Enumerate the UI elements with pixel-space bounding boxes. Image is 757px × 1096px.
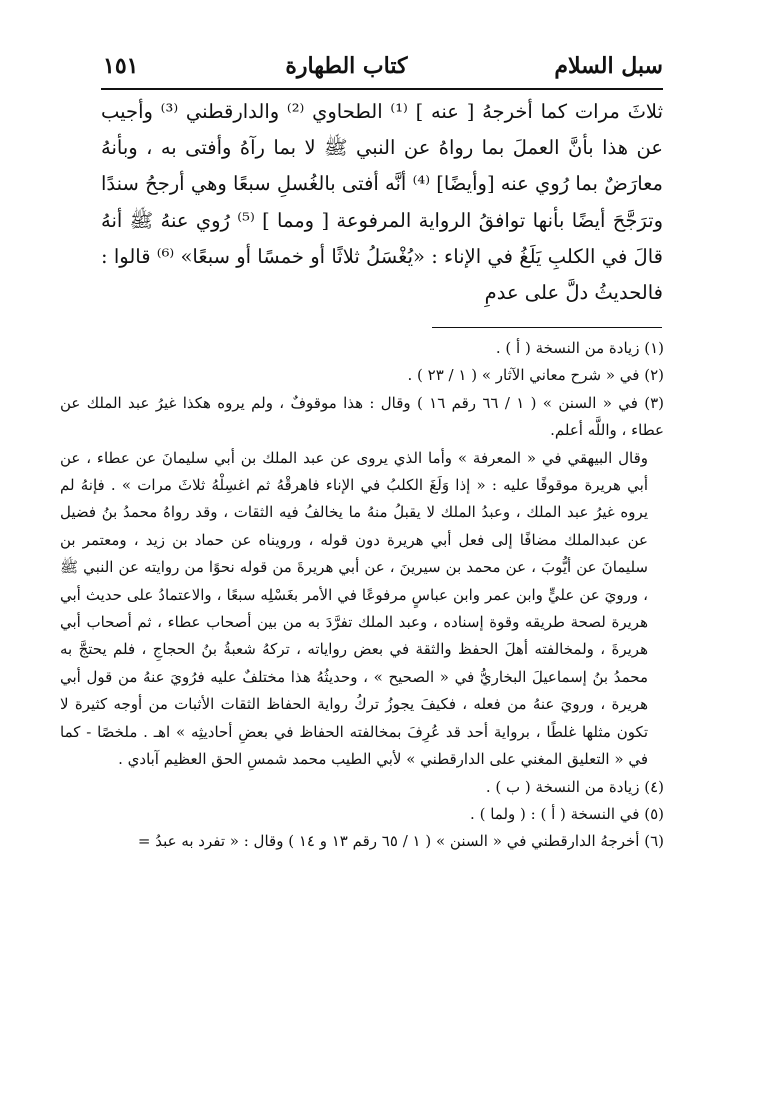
footnote-3: (٣) في « السنن » ( ١ / ٦٦ رقم ١٦ ) وقال : هذا موقوفٌ ، ولم يروه هكذا غيرُ عبد الملك عن عطاء ، واللَّه أعلم.	[60, 393, 665, 440]
page-number: ١٥١	[103, 53, 139, 79]
footnote-5: (٥) في النسخة ( أ ) : ( ولما ) .	[470, 804, 664, 823]
main-text	[101, 94, 663, 311]
header-book-title: سبل السلام	[554, 53, 663, 79]
main-paragraph: ثلاثَ مرات كما أخرجهُ [ عنه ] ⁽¹⁾ الطحاوي ⁽²⁾ والدارقطني ⁽³⁾ وأجيب عن هذا بأنَّ العملَ بما رواهُ عن النبي ﷺ لا بما رآهُ وأفتى به ، وبأنهُ معارَضٌ بما رُوي عنه [وأيضًا] ⁽⁴⁾ أنَّه أفتى بالغُسلِ سبعًا وهي أرجحُ سندًا وترَجَّحَ أيضًا بأنها توافقُ الرواية المرفوعة [ ومما ] ⁽⁵⁾ رُوي عنهُ ﷺ أنهُ قالَ في الكلبِ يَلَغُ في الإناء : «يُغْسَلُ ثلاثًا أو خمسًا أو سبعًا» ⁽⁶⁾ قالوا : فالحديثُ دلَّ على عدمِ	[101, 100, 664, 305]
footnote-3-continuation: وقال البيهقي في « المعرفة » وأما الذي يروى عن عبد الملك بن أبي سليمانَ عن عطاء ، عن أبي هريرة موقوفًا عليه : « إذا وَلَغَ الكلبُ في الإناء فاهرقْهُ ثم اغسِلْهُ ثلاثَ مرات » . فإنهُ لم يروه غيرُ عبد الملك ، وعبدُ الملك لا يقبلُ منهُ ما يخالفُ فيه الثقات ، وقد رواهُ محمدُ بنُ فضيل عن عبدالملك مضافًا إلى فعل أبي هريرة دون قوله ، ورويناه عن حماد بن زيد ، ومعتمر بن سليمانَ عن أيُّوبَ ، عن محمد بن سيرينَ ، عن أبي هريرةَ من قوله نحوًا من روايته عن النبي ﷺ ، ورويَ عن عليٍّ وابن عمر وابن عباسٍ مرفوعًا في الأمر بغَسْلِه سبعًا ، والاعتمادُ على حديث أبي هريرة لصحة طريقه وقوة إسناده ، وعبد الملك تفرَّدَ به من بين أصحاب عطاء ، ثم أصحاب أبي هريرةَ ، ولمخالفته أهلَ الحفظ والثقة في بعض رواياته ، تركهُ شعبةُ بنُ الحجاجِ ، فلم يحتجَّ به محمدُ بنُ إسماعيلَ البخاريُّ في « الصحيح » ، وحديثُهُ هذا مختلفٌ عليه فرُويَ عنهُ من قول أبي هريرة ، ورويَ عنهُ من فعله ، فكيفَ يجوزُ تركُ رواية الحفاظ الثقات الأثبات من أوجه كثيرة لا تكون مثلها غلطًا ، برواية أحد قد عُرِفَ بمخالفته الحفاظ في بعضِ أحاديثِه » اهـ . ملخصًا - كما في « التعليق المغني على الدارقطني » لأبي الطيب محمد شمسِ الحق العظيم آبادي .	[60, 448, 648, 769]
footnote-2: (٢) في « شرح معاني الآثار » ( ١ / ٢٣ ) .	[407, 366, 664, 385]
header-divider	[101, 88, 663, 90]
footnote-divider	[432, 327, 662, 328]
footnote-1: (١) زيادة من النسخة ( أ ) .	[495, 339, 664, 357]
footnotes	[60, 335, 664, 856]
header-chapter-title: كتاب الطهارة	[285, 53, 408, 79]
footnote-4: (٤) زيادة من النسخة ( ب ) .	[485, 777, 664, 796]
running-header	[103, 46, 663, 86]
footnote-6: (٦) أخرجهُ الدارقطني في « السنن » ( ١ / ٦٥ رقم ١٣ و ١٤ ) وقال : « تفرد به عبدُ =	[137, 832, 664, 851]
